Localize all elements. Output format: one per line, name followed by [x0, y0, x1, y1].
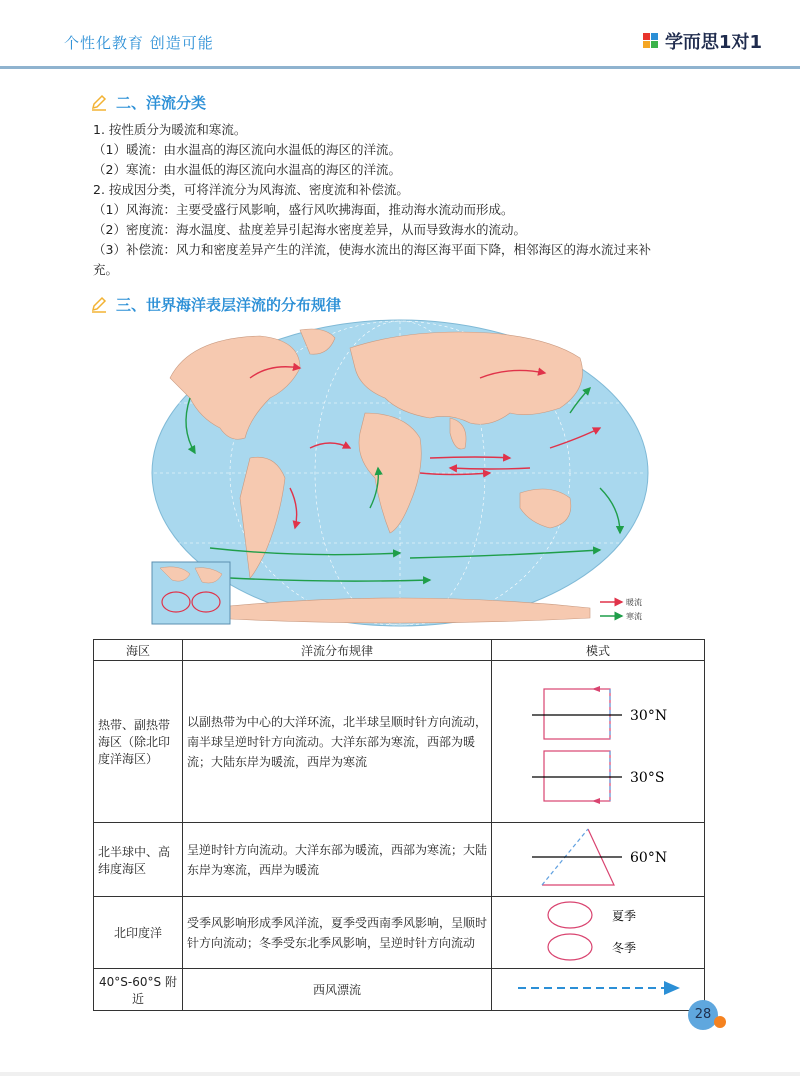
page-number: 28: [688, 1000, 718, 1030]
model-label: 60°N: [630, 850, 668, 866]
model-label: 夏季: [612, 909, 637, 923]
model-label: 冬季: [612, 941, 637, 955]
body-line: （3）补偿流：风力和密度差异产生的洋流，使海水流出的海区海平面下降，相邻海区的海水流过来补: [93, 242, 651, 257]
cell-rule: 呈逆时针方向流动。大洋东部为暖流，西部为寒流；大陆东岸为寒流，西岸为暖流: [183, 823, 492, 897]
legend-warm-label: 暖流: [626, 598, 642, 607]
world-ocean-currents-map: [150, 318, 650, 628]
cell-model: [492, 897, 705, 969]
body-line: （1）风海流：主要受盛行风影响，盛行风吹拂海面，推动海水流动而形成。: [93, 202, 514, 217]
cell-rule: 以副热带为中心的大洋环流，北半球呈顺时针方向流动，南半球呈逆时针方向流动。大洋东部为寒流，西部为暖流；大陆东岸为暖流，西岸为寒流: [183, 661, 492, 823]
cell-model: [492, 969, 705, 1011]
model-label: 30°N: [630, 708, 668, 724]
cell-rule: 西风漂流: [183, 969, 492, 1011]
body-line: （2）寒流：由水温低的海区流向水温高的海区的洋流。: [93, 162, 401, 177]
brand-name: 学而思1对1: [664, 32, 762, 53]
page-header: [0, 0, 800, 66]
page-number-dot: [714, 1016, 726, 1028]
pencil-icon: [90, 94, 108, 112]
body-line: 充。: [93, 262, 119, 277]
body-line: 1. 按性质分为暖流和寒流。: [93, 122, 247, 137]
cell-area: 40°S-60°S 附近: [94, 969, 183, 1011]
model-label: 30°S: [630, 770, 665, 786]
section-title-classification: [90, 92, 206, 113]
inset-north-indian-ocean: [152, 562, 230, 624]
section-title-text: 三、世界海洋表层洋流的分布规律: [116, 296, 342, 314]
body-line: （1）暖流：由水温高的海区流向水温低的海区的洋流。: [93, 142, 401, 157]
table-header-row: [94, 640, 705, 661]
body-line: （2）密度流：海水温度、盐度差异引起海水密度差异，从而导致海水的流动。: [93, 222, 526, 237]
map-legend: [600, 597, 642, 621]
cell-model: [492, 661, 705, 823]
west-wind-drift-diagram: [492, 969, 704, 1007]
cell-area: 北印度洋: [94, 897, 183, 969]
pencil-icon: [90, 296, 108, 314]
cell-rule: 受季风影响形成季风洋流，夏季受西南季风影响，呈顺时针方向流动；冬季受东北季风影响，呈逆时针方向流动: [183, 897, 492, 969]
body-line: 2. 按成因分类，可将洋流分为风海流、密度流和补偿流。: [93, 182, 409, 197]
header-rule: 洋流分布规律: [183, 640, 492, 661]
table-row: [94, 823, 705, 897]
header-divider: [0, 66, 800, 69]
cell-model: [492, 823, 705, 897]
cell-area: 北半球中、高纬度海区: [94, 823, 183, 897]
header-slogan: 个性化教育 创造可能: [64, 34, 214, 52]
brand-mark-icon: [641, 31, 661, 51]
footer-divider: [0, 1072, 800, 1076]
table-row: [94, 897, 705, 969]
header-model: 模式: [492, 640, 705, 661]
brand-logo: [641, 28, 762, 54]
current-rules-table: [93, 639, 705, 1011]
monsoon-current-diagram: [492, 897, 704, 965]
legend-cold-label: 寒流: [626, 612, 642, 621]
table-row: [94, 969, 705, 1011]
header-area: 海区: [94, 640, 183, 661]
subtropical-gyre-diagram: [492, 661, 704, 819]
section-title-text: 二、洋流分类: [116, 94, 207, 112]
subpolar-gyre-diagram: [492, 823, 704, 893]
cell-area: 热带、副热带海区（除北印度洋海区）: [94, 661, 183, 823]
table-row: [94, 661, 705, 823]
section-title-distribution: [90, 294, 341, 315]
